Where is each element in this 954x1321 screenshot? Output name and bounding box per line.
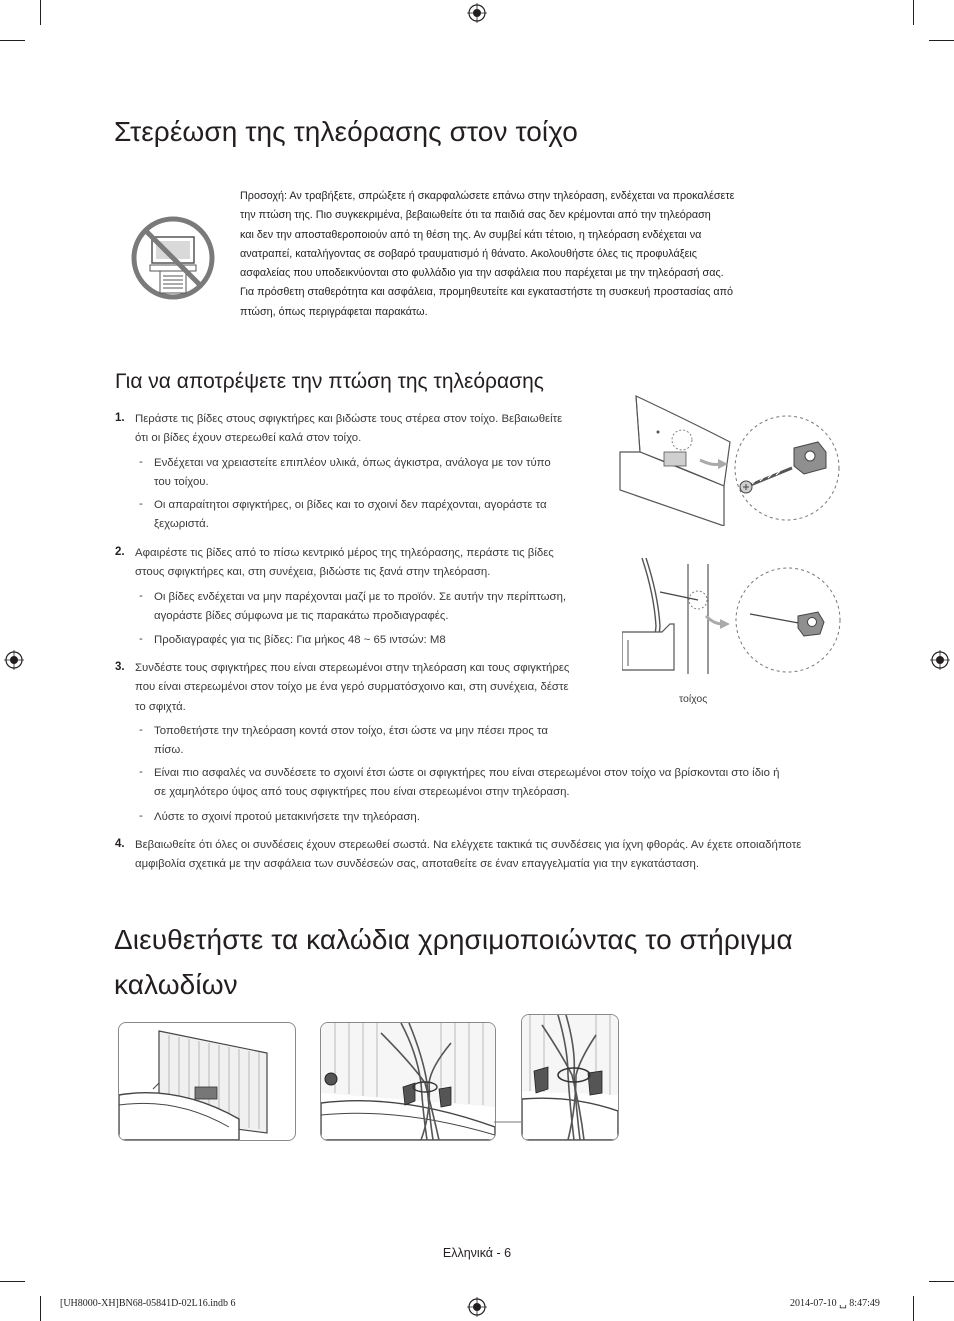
crop-mark	[0, 40, 25, 41]
crop-mark	[40, 1296, 41, 1321]
step-text	[135, 544, 605, 583]
crop-mark	[929, 1281, 954, 1282]
bullet-text	[154, 631, 604, 650]
warning-line: την πτώση της. Πιο συγκεκριμένα, βεβαιωθείτε ότι τα παιδιά σας δεν κρέμονται από την τηλεόραση	[240, 209, 711, 222]
cable-holder-title	[114, 920, 874, 1005]
cable-holder-step-2-illustration	[320, 1022, 496, 1141]
bullet-line: σε χαμηλότερο ύψος από τους σφιγκτήρες που είναι στερεωμένοι στην τηλεόραση.	[154, 786, 570, 799]
print-slug-right: 2014-07-10 ␣ 8:47:49	[790, 1298, 880, 1309]
cable-holder-step-1-illustration	[118, 1022, 296, 1141]
crop-mark	[929, 40, 954, 41]
registration-mark-icon	[467, 3, 487, 23]
cable-holder-closeup-illustration	[521, 1014, 619, 1141]
title-line: καλωδίων	[114, 969, 238, 1000]
bullet-dash: -	[139, 633, 143, 645]
step-line: το σφιχτά.	[135, 700, 186, 713]
wall-bracket-illustration	[612, 390, 842, 526]
step-text	[135, 659, 605, 717]
cable-clip-closeup-illustration	[522, 1015, 618, 1140]
step-line: στους σφιγκτήρες και, στη συνέχεια, βιδώστε τις ξανά στην τηλεόραση.	[135, 566, 491, 579]
bullet-line: ξεχωριστά.	[154, 518, 209, 531]
step-line: Αφαιρέστε τις βίδες από το πίσω κεντρικό μέρος της τηλεόρασης, περάστε τις βίδες	[135, 547, 554, 559]
bullet-line: Προδιαγραφές για τις βίδες: Για μήκος 48 ~ 65 ιντσών: M8	[154, 634, 446, 646]
step-number: 2.	[115, 546, 125, 558]
bullet-text	[154, 808, 854, 827]
page-number: Ελληνικά - 6	[442, 1246, 512, 1260]
crop-mark	[0, 1281, 25, 1282]
bullet-line: Λύστε το σχοινί προτού μετακινήσετε την τηλεόραση.	[154, 811, 420, 823]
registration-mark-icon	[930, 650, 950, 670]
warning-line: Προσοχή: Αν τραβήξετε, σπρώξετε ή σκαρφαλώσετε επάνω στην τηλεόραση, ενδέχεται να προκαλέσετε	[240, 190, 735, 202]
step-text	[135, 836, 855, 875]
bullet-line: Οι απαραίτητοι σφιγκτήρες, οι βίδες και το σχοινί δεν παρέχονται, αγοράστε τα	[154, 499, 547, 511]
step-number: 4.	[115, 838, 125, 850]
bullet-line: Τοποθετήστε την τηλεόραση κοντά στον τοίχο, έτσι ώστε να μην πέσει προς τα	[154, 725, 548, 737]
bullet-dash: -	[139, 810, 143, 822]
step-line: που είναι στερεωμένοι στον τοίχο με ένα γερό συρματόσχοινο και, στη συνέχεια, δέστε	[135, 681, 569, 694]
bullet-dash: -	[139, 498, 143, 510]
crop-mark	[40, 0, 41, 25]
bullet-line: πίσω.	[154, 744, 184, 757]
step-line: Βεβαιωθείτε ότι όλες οι συνδέσεις έχουν στερεωθεί σωστά. Να ελέγχετε τακτικά τις συνδέσεις για ίχνη φθοράς. Αν έχετε οποιαδήποτε	[135, 839, 802, 851]
tv-back-panel-illustration	[119, 1023, 295, 1140]
step-number: 3.	[115, 661, 125, 673]
bullet-line: Είναι πιο ασφαλές να συνδέσετε το σχοινί έτσι ώστε οι σφιγκτήρες που είναι στερεωμένοι στον τοίχο να βρίσκονται στο ίδιο ή	[154, 767, 780, 779]
step-line: αμφιβολία σχετικά με την ασφάλεια των συνδέσεών σας, αποταθείτε σε έναν επαγγελματία για την εγκατάσταση.	[135, 858, 700, 871]
step-text	[135, 410, 605, 449]
bullet-dash: -	[139, 590, 143, 602]
registration-mark-icon	[467, 1297, 487, 1317]
safety-warning	[240, 187, 840, 322]
step-line: ότι οι βίδες έχουν στερεωθεί καλά στον τοίχο.	[135, 432, 362, 445]
wall-caption: τοίχος	[679, 693, 708, 705]
bullet-line: αγοράστε βίδες σύμφωνα με τις παρακάτω προδιαγραφές.	[154, 610, 449, 623]
no-climbing-on-tv-icon	[130, 215, 216, 301]
bullet-text	[154, 764, 854, 803]
cable-bundle-illustration	[321, 1023, 495, 1140]
warning-line: και δεν την αποσταθεροποιούν από τη θέση της. Αν συμβεί κάτι τέτοιο, η τηλεόραση ενδέχεται να	[240, 228, 702, 241]
bullet-text	[154, 496, 604, 535]
tv-tied-to-wall-illustration	[622, 554, 842, 694]
step-line: Περάστε τις βίδες στους σφιγκτήρες και βιδώστε τους στέρεα στον τοίχο. Βεβαιωθείτε	[135, 413, 563, 425]
bullet-text	[154, 454, 604, 493]
section-heading: Για να αποτρέψετε την πτώση της τηλεόρασης	[115, 370, 544, 393]
step-line: Συνδέστε τους σφιγκτήρες που είναι στερεωμένοι στην τηλεόραση και τους σφιγκτήρες	[135, 662, 570, 674]
warning-line: ασφαλείας που υποδεικνύονται στο φυλλάδιο για την ασφάλεια που παρέχεται με την τηλεόρασή σας.	[240, 267, 724, 280]
zoom-connector-line	[494, 1092, 524, 1132]
crop-mark	[913, 0, 914, 25]
bullet-line: Ενδέχεται να χρειαστείτε επιπλέον υλικά, όπως άγκιστρα, ανάλογα με τον τύπο	[154, 457, 551, 469]
bullet-dash: -	[139, 724, 143, 736]
page-title: Στερέωση της τηλεόρασης στον τοίχο	[114, 116, 578, 147]
bullet-line: του τοίχου.	[154, 476, 209, 489]
warning-line: ανατραπεί, καταλήγοντας σε σοβαρό τραυματισμό ή θάνατο. Ακολουθήστε όλες τις προφυλάξεις	[240, 247, 698, 260]
bullet-dash: -	[139, 766, 143, 778]
bullet-dash: -	[139, 456, 143, 468]
bullet-line: Οι βίδες ενδέχεται να μην παρέχονται μαζί με το προϊόν. Σε αυτήν την περίπτωση,	[154, 591, 567, 603]
step-number: 1.	[115, 412, 125, 424]
print-slug-left: [UH8000-XH]BN68-05841D-02L16.indb 6	[60, 1298, 236, 1309]
warning-line: Για πρόσθετη σταθερότητα και ασφάλεια, προμηθευτείτε και εγκαταστήστε τη συσκευή προστασίας από	[240, 286, 734, 299]
bullet-text	[154, 722, 604, 761]
registration-mark-icon	[4, 650, 24, 670]
bullet-text	[154, 588, 604, 627]
crop-mark	[913, 1296, 914, 1321]
title-line: Διευθετήστε τα καλώδια χρησιμοποιώντας το στήριγμα	[114, 924, 793, 955]
warning-line: πτώση, όπως περιγράφεται παρακάτω.	[240, 305, 428, 318]
